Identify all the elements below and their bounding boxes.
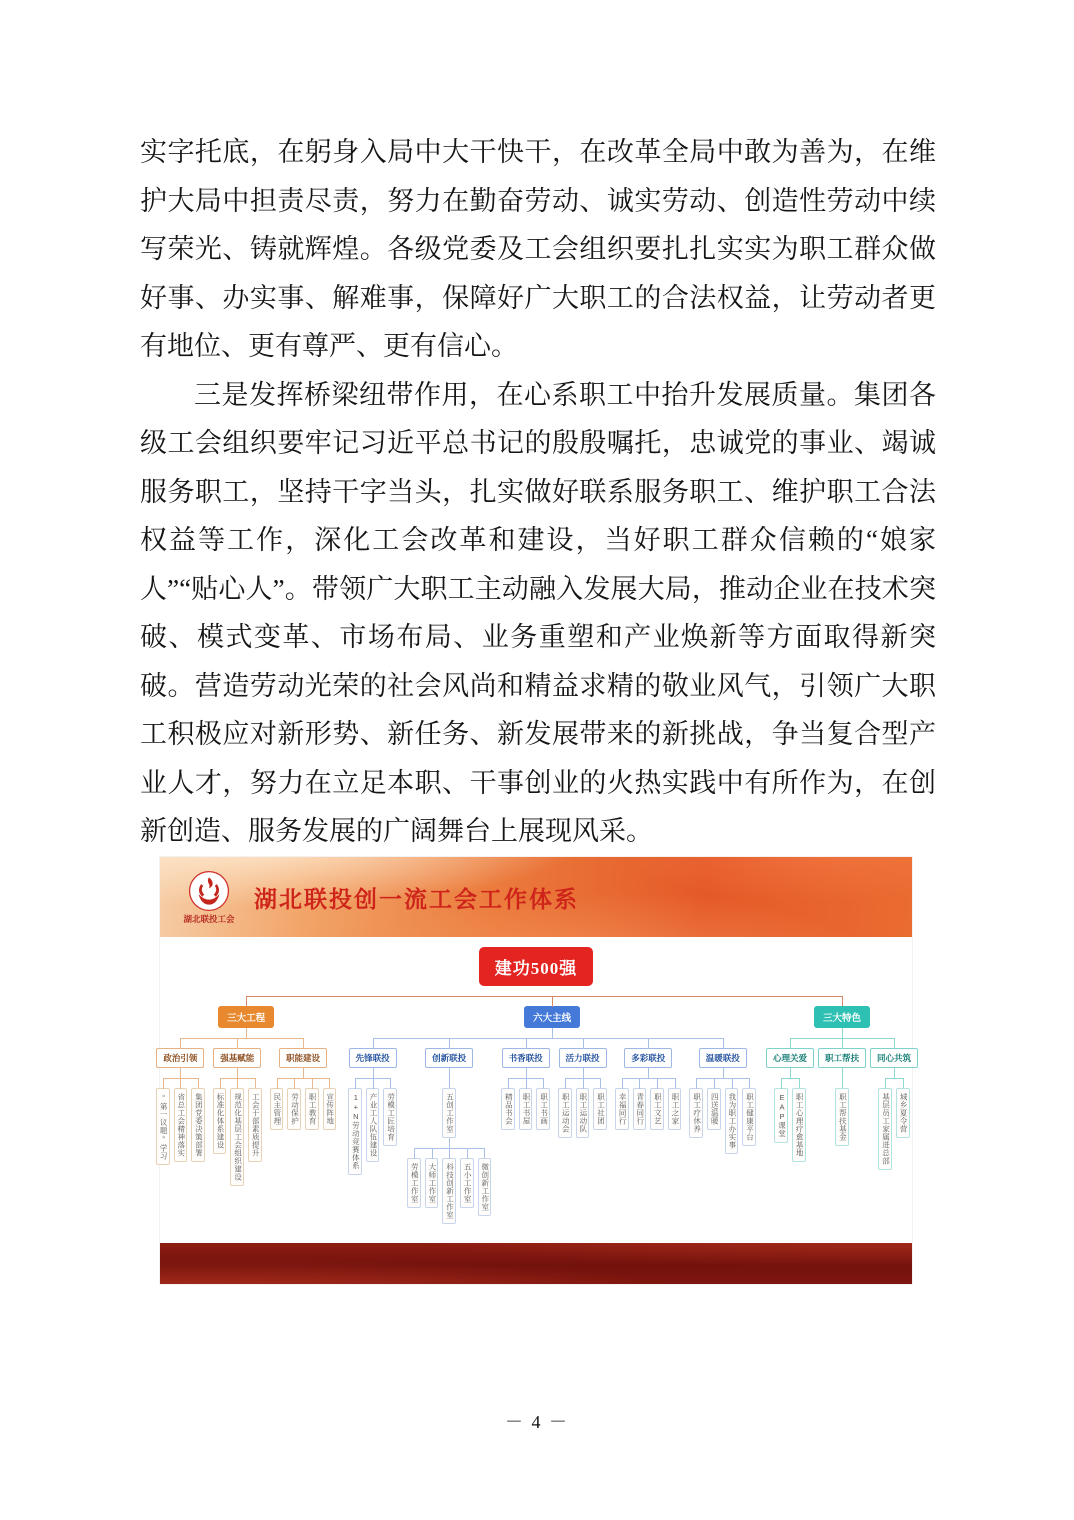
org-group-label: 活力联投 (559, 1048, 607, 1068)
union-logo-icon (188, 870, 230, 912)
org-leaf: 工会干部素质提升 (248, 1088, 262, 1162)
org-leaf: 职工运动队 (576, 1088, 590, 1138)
org-leaf: 劳模工作室 (407, 1158, 421, 1208)
org-leaf: 我为职工办实事 (725, 1088, 739, 1154)
org-group-label: 创新联投 (425, 1048, 473, 1068)
org-leaf: 职工健康平台 (742, 1088, 756, 1146)
page-number: － 4 － (505, 1412, 569, 1432)
org-branch-label: 六大主线 (524, 1006, 580, 1028)
union-logo (178, 870, 240, 925)
org-leaf: “第一议题”学习 (156, 1088, 170, 1165)
org-group-label: 先锋联投 (349, 1048, 397, 1068)
org-group (401, 1038, 497, 1224)
org-leaf: 职工书屋 (519, 1088, 533, 1130)
org-leaf: 产业工人队伍建设 (366, 1088, 380, 1162)
org-branch-label: 三大工程 (218, 1006, 274, 1028)
org-leaf: 民主管理 (270, 1088, 284, 1130)
org-leaf: 省总工会精神落实 (174, 1088, 188, 1162)
org-group (611, 1038, 686, 1130)
body-paragraph: 实字托底，在躬身入局中大干快干，在改革全局中敢为善为，在维护大局中担责尽责，努力在勤奋劳动、诚实劳动、创造性劳动中续写荣光、铸就辉煌。各级党委及工会组织要扎扎实实为职工群众做好事、办实事、解难事，保障好广大职工的合法权益，让劳动者更有地位、更有尊严、更有信心。 (140, 137, 936, 361)
org-group (152, 1038, 209, 1165)
org-leaf: 青春同行 (633, 1088, 647, 1130)
figure-union-work-system (160, 857, 912, 1284)
org-leaf: 职工教育 (305, 1088, 319, 1130)
org-group-label: 强基赋能 (213, 1048, 261, 1068)
org-leaf: 职工疗休养 (689, 1088, 703, 1138)
body-text (140, 128, 936, 856)
org-subgroup-label: 五创工作室 (442, 1088, 456, 1138)
org-leaf: 四送温暖 (707, 1088, 721, 1130)
org-group-label: 多彩联投 (624, 1048, 672, 1068)
org-leaf: 职工书画 (536, 1088, 550, 1130)
org-leaf: 职工文艺 (650, 1088, 664, 1130)
org-leaf: 职工帮扶基金 (835, 1088, 849, 1146)
org-chart (160, 937, 912, 1243)
org-group-label: 温暖联投 (699, 1048, 747, 1068)
figure-title: 湖北联投创一流工会工作体系 (254, 885, 579, 912)
org-group (554, 1038, 611, 1138)
org-leaf: 精品书会 (501, 1088, 515, 1130)
org-group (209, 1038, 266, 1186)
figure-footer-band (160, 1243, 912, 1284)
org-leaf: 职工社团 (593, 1088, 607, 1130)
org-group (685, 1038, 760, 1154)
org-group (266, 1038, 341, 1130)
org-branch-projects (150, 996, 342, 1186)
org-leaf: 五小工作室 (460, 1158, 474, 1208)
org-leaf: 城乡夏令营 (896, 1088, 910, 1138)
org-group-label: 心理关爱 (766, 1048, 814, 1068)
org-branch-mainlines (342, 996, 762, 1224)
org-leaf: EAP课堂 (774, 1088, 788, 1143)
org-leaf: 宣传阵地 (323, 1088, 337, 1130)
org-leaf: 基层员工家属进总部 (878, 1088, 892, 1170)
org-leaf: 科技创新工作室 (442, 1158, 456, 1224)
org-group-label: 书香联投 (502, 1048, 550, 1068)
org-group-label: 同心共筑 (870, 1048, 918, 1068)
org-leaf: 劳动保护 (287, 1088, 301, 1130)
figure-header-banner (160, 857, 912, 937)
org-subgroup (403, 1078, 495, 1224)
org-leaf: 幸福同行 (615, 1088, 629, 1130)
org-leaf: 规范化基层工会组织建设 (230, 1088, 244, 1186)
org-group (816, 1038, 868, 1146)
org-leaf: 大师工作室 (425, 1158, 439, 1208)
org-group (868, 1038, 920, 1170)
org-leaf: 职工运动会 (558, 1088, 572, 1138)
org-group-label: 职工帮扶 (818, 1048, 866, 1068)
org-leaf: 微创新工作室 (478, 1158, 492, 1216)
org-group-label: 政治引领 (156, 1048, 204, 1068)
org-group (344, 1038, 401, 1175)
org-branch-label: 三大特色 (814, 1006, 870, 1028)
org-leaf: 标准化体系建设 (213, 1088, 227, 1154)
org-leaf: 职工心理疗愈基地 (792, 1088, 806, 1162)
org-root-node: 建功500强 (479, 947, 594, 986)
org-leaf: 集团党委决策部署 (191, 1088, 205, 1162)
org-leaf: 职工之家 (668, 1088, 682, 1130)
org-root-item (148, 947, 924, 1224)
org-leaf: 1+N劳动竞赛体系 (348, 1088, 362, 1175)
org-group (764, 1038, 816, 1162)
body-paragraph: 三是发挥桥梁纽带作用，在心系职工中抬升发展质量。集团各级工会组织要牢记习近平总书记的殷殷嘱托，忠诚党的事业、竭诚服务职工，坚持干字当头，扎实做好联系服务职工、维护职工合法权益等工作，深化工会改革和建设，当好职工群众信赖的“娘家人”“贴心人”。带领广大职工主动融入发展大局，推动企业在技术突破、模式变革、市场布局、业务重塑和产业焕新等方面取得新突破。营造劳动光荣的社会风尚和精益求精的敬业风气，引领广大职工积极应对新形势、新任务、新发展带来的新挑战，争当复合型产业人才，努力在立足本职、干事创业的火热实践中有所作为，在创新创造、服务发展的广阔舞台上展现风采。 (140, 379, 936, 846)
org-group (497, 1038, 554, 1130)
org-group-label: 职能建设 (279, 1048, 327, 1068)
org-branch-features (762, 996, 922, 1170)
union-logo-label: 湖北联投工会 (183, 913, 235, 924)
org-leaf: 劳模工匠培育 (383, 1088, 397, 1146)
